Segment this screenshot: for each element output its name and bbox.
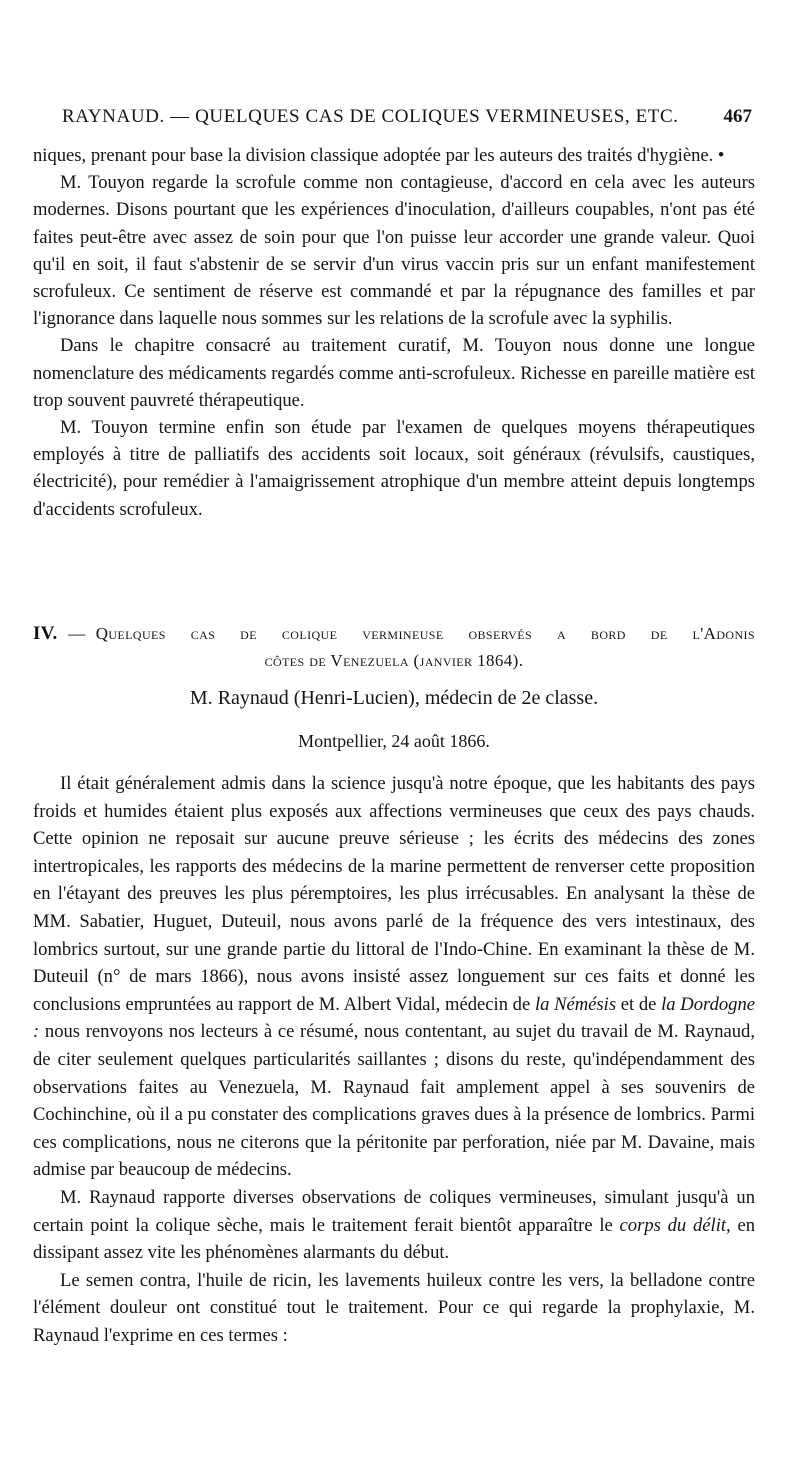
ship-name: la Dordogne : xyxy=(33,993,756,1043)
paragraph-text: et de xyxy=(616,993,662,1015)
paragraph xyxy=(33,770,755,1184)
paragraph: M. Touyon regarde la scrofule comme non contagieuse, d'accord en cela avec les auteurs modernes. Disons pourtant que les expériences d'inoculation, d'ailleurs coupables, n'ont pas été faites peut-être avec assez de soin pour que l'on puisse leur accorder une grande valeur. Quoi qu'il en soit, il faut s'abstenir de se servir d'un virus vaccin pris sur un enfant manifestement scrofuleux. Ce sentiment de réserve est commandé et par la répugnance des familles et par l'ignorance dans laquelle nous sommes sur les relations de la scrofule avec la syphilis. xyxy=(33,172,755,330)
running-head-title: RAYNAUD. — QUELQUES CAS DE COLIQUES VERMINEUSES, ETC. xyxy=(62,106,679,127)
paragraph xyxy=(33,1184,755,1267)
paragraph-text: nous renvoyons nos lecteurs à ce résumé, nous contentant, au sujet du travail de M. Raynaud, de citer seulement quelques particularités saillantes ; disons du reste, qu'indépendamment des observations faites au Venezuela, M. Raynaud fait amplement appel à ses souvenirs de Cochinchine, où il a pu constater des complications graves dues à la présence de lombrics. Parmi ces complications, nous ne citerons que la péritonite par perforation, niée par M. Davaine, mais admise par beaucoup de médecins. xyxy=(33,1021,755,1181)
italic-phrase: corps du délit, xyxy=(619,1214,731,1236)
paragraph: Dans le chapitre consacré au traitement curatif, M. Touyon nous donne une longue nomenclature des médicaments regardés comme anti-scrofuleux. Richesse en pareille matière est trop souvent pauvreté thérapeutique. xyxy=(33,335,755,411)
paragraph: Le semen contra, l'huile de ricin, les lavements huileux contre les vers, la belladone contre l'élément douleur ont constitué tout le traitement. Pour ce qui regarde la prophylaxie, M. Raynaud l'exprime en ces termes : xyxy=(33,1269,755,1346)
paragraph-text: Il était généralement admis dans la science jusqu'à notre époque, que les habitants des pays froids et humides étaient plus exposés aux affections vermineuses que ceux des pays chauds. Cette opinion ne reposait sur aucune preuve sérieuse ; les écrits des médecins des zones intertropicales, les rapports des médecins de la marine permettent de renverser cette proposition en l'étayant des preuves les plus péremptoires, les plus irrécusables. En analysant la thèse de MM. Sabatier, Huguet, Duteuil, nous avons parlé de la fréquence des vers intestinaux, des lombrics surtout, sur une grande partie du littoral de l'Indo-Chine. En examinant la thèse de M. Duteuil (n° de mars 1866), nous avons insisté assez longuement sur ces faits et donné les conclusions empruntées au rapport de M. Albert Vidal, médecin de xyxy=(33,773,755,1015)
running-head xyxy=(62,106,752,128)
section-number: IV. xyxy=(33,623,58,644)
section-dash: — xyxy=(68,624,86,643)
section-title-line-1: Quelques cas de colique vermineuse observés a bord de l'Adonis xyxy=(95,624,755,643)
paragraph: M. Touyon termine enfin son étude par l'examen de quelques moyens thérapeutiques employés à titre de palliatifs des accidents soit locaux, soit généraux (révulsifs, caustiques, électricité), pour remédier à l'amaigrissement atrophique d'un membre atteint depuis longtemps d'accidents scrofuleux. xyxy=(33,417,755,520)
author-line: M. Raynaud (Henri-Lucien), médecin de 2e classe. xyxy=(189,687,599,709)
section-heading xyxy=(33,620,755,674)
page-number: 467 xyxy=(723,106,752,127)
paragraph-text: en dissipant assez vite les phénomènes alarmants du début. xyxy=(33,1214,755,1264)
body-text-top xyxy=(33,142,755,523)
paragraph: niques, prenant pour base la division classique adoptée par les auteurs des traités d'hygiène. • xyxy=(33,145,725,166)
section-heading-line-1 xyxy=(33,620,755,647)
ship-name: la Némésis xyxy=(534,993,617,1015)
section-title-line-2: côtes de Venezuela (janvier 1864). xyxy=(264,651,524,670)
body-text-bottom xyxy=(33,770,755,1349)
place-date: Montpellier, 24 août 1866. xyxy=(298,731,490,751)
paragraph-text: M. Raynaud rapporte diverses observations de coliques vermineuses, simulant jusqu'à un certain point la colique sèche, mais le traitement ferait bientôt apparaître le xyxy=(33,1186,755,1236)
